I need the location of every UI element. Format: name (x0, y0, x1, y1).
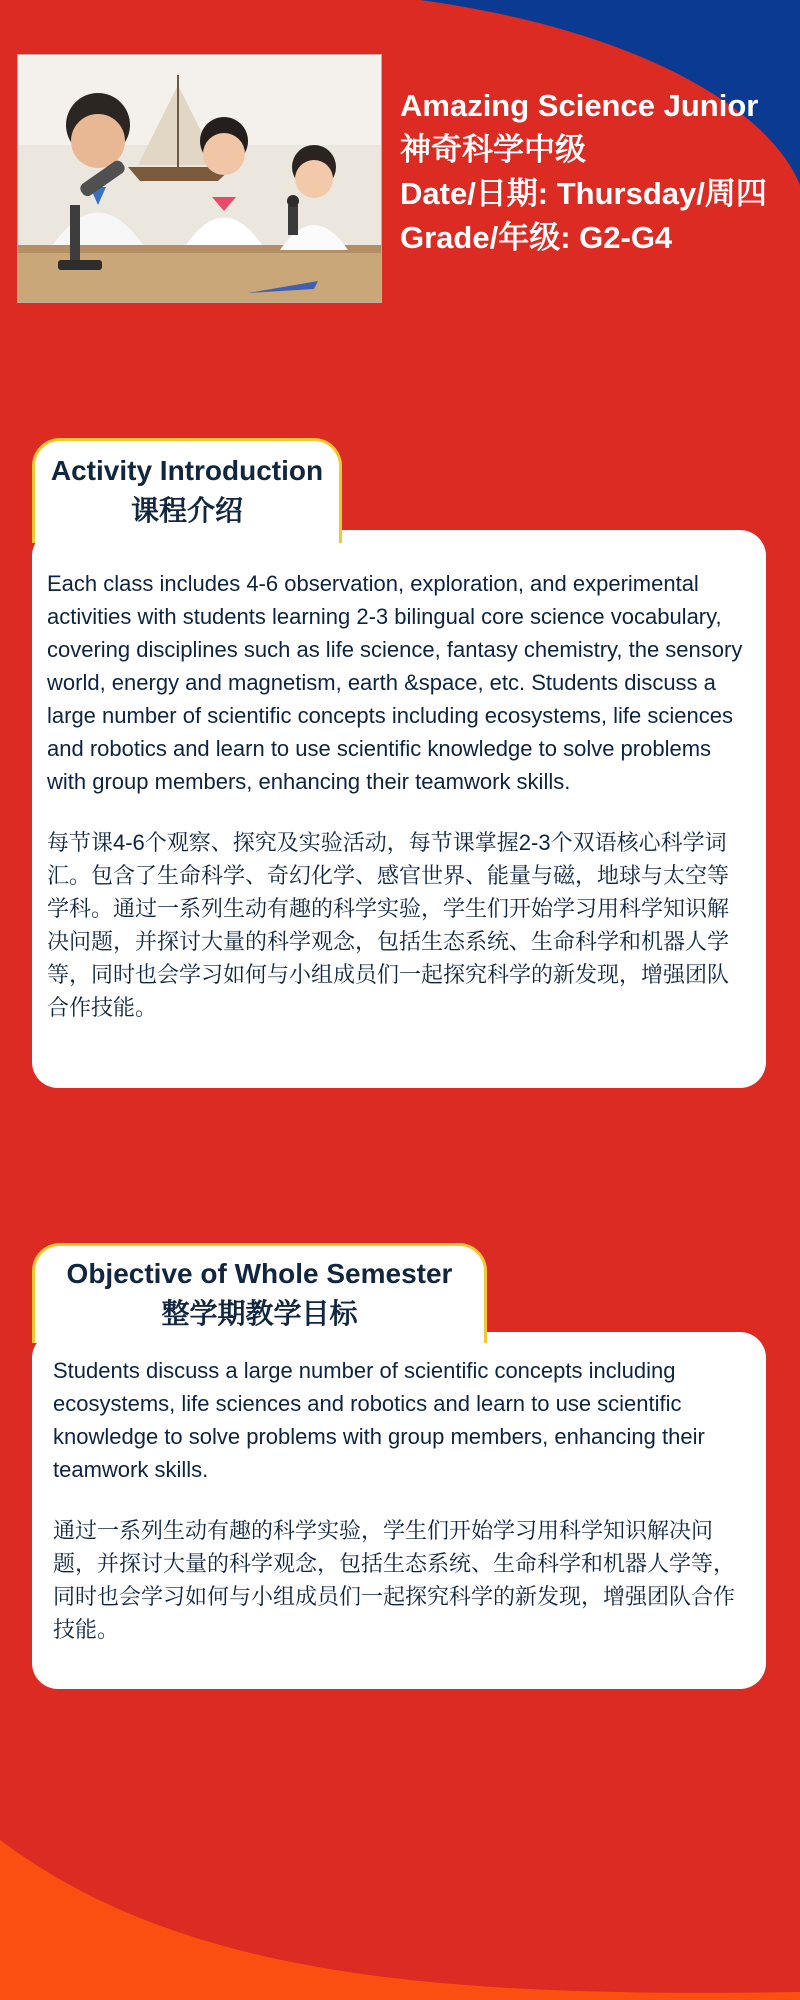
objective-semester-tab (32, 1243, 487, 1343)
course-grade: Grade/年级: G2-G4 (400, 220, 673, 255)
course-date: Date/日期: Thursday/周四 (400, 176, 767, 211)
objective-semester-card (32, 1332, 766, 1689)
activity-introduction-tab (32, 438, 342, 543)
course-title-zh: 神奇科学中级 (400, 132, 586, 167)
children-science-photo (17, 54, 382, 303)
activity-tab-title-zh: 课程介绍 (130, 495, 243, 526)
course-title-en: Amazing Science Junior (400, 88, 759, 123)
activity-tab-title-en: Activity Introduction (50, 455, 324, 486)
activity-introduction-card (32, 530, 766, 1088)
activity-body-en: Each class includes 4-6 observation, exploration, and experimental activities with students learning 2-3 bilingual core science vocabulary, covering disciplines such as life science, fantasy chemistry, the sensory world, energy and magnetism, earth &space, etc. Students discuss a large number of scientific concepts including ecosystems, life sciences and robotics and learn to use scientific knowledge to solve problems with group members, enhancing their teamwork skills. (47, 571, 743, 794)
objective-tab-title-en: Objective of Whole Semester (66, 1258, 453, 1289)
course-header (400, 84, 790, 260)
bottom-orange-curve (0, 1840, 800, 2000)
objective-body-zh: 通过一系列生动有趣的科学实验，学生们开始学习用科学知识解决问题，并探讨大量的科学观念，包括生态系统、生命科学和机器人学等，同时也会学习如何与小组成员们一起探究科学的新发现，增强团队合作技能。 (53, 1518, 736, 1642)
objective-tab-title-zh: 整学期教学目标 (161, 1298, 358, 1329)
objective-body-en: Students discuss a large number of scientific concepts including ecosystems, life sciences and robotics and learn to use scientific knowledge to solve problems with group members, enhancing their teamwork skills. (53, 1358, 705, 1482)
activity-body-zh: 每节课4-6个观察、探究及实验活动，每节课掌握2-3个双语核心科学词汇。包含了生命科学、奇幻化学、感官世界、能量与磁，地球与太空等学科。通过一系列生动有趣的科学实验，学生们开始学习用科学知识解决问题，并探讨大量的科学观念，包括生态系统、生命科学和机器人学等，同时也会学习如何与小组成员们一起探究科学的新发现，增强团队合作技能。 (47, 830, 730, 1020)
photo-illustration (18, 55, 381, 302)
